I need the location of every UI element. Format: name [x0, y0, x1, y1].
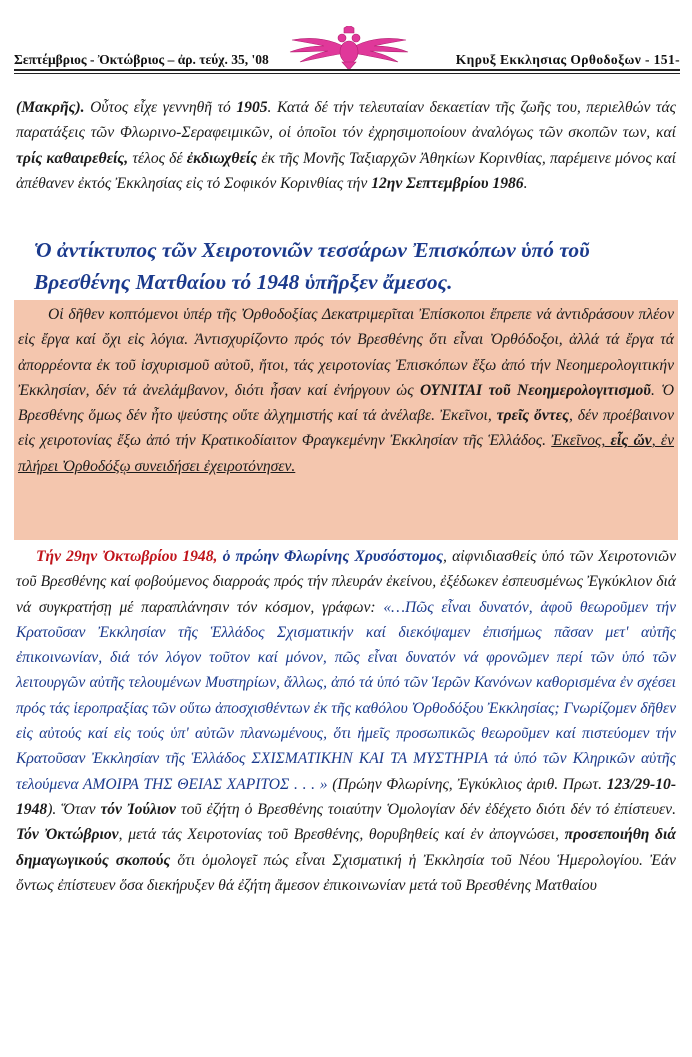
date-bold: 12ην Σεπτεμβρίου 1986 — [371, 174, 524, 192]
text: , αἰφνιδιασθείς ὑπό τῶν Χειροτονιῶν τοῦ Βρεσθένης καί φοβούμενος διαρροάς πρός τήν πλευράν ἐκείνου, ἐξέδωκεν ἐσπευσμένως Ἐγκύκλιον διά νά συγκρατήσῃ μέ παραπλάνησιν τόν κόσμον, γράφων: — [16, 548, 676, 616]
page-header — [14, 40, 680, 70]
text: , μετά τάς Χειροτονίας τοῦ Βρεσθένης, θορυβηθείς καί ἐν ἀπογνώσει, — [118, 826, 565, 844]
text-bold: (Μακρῆς). — [16, 99, 85, 116]
section-heading: Ὁ ἀντίκτυπος τῶν Χειροτονιῶν τεσσάρων Ἐπισκόπων ὑπό τοῦ Βρεσθένης Ματθαίου τό 1948 ὑπῆρξεν ἄμεσος. — [34, 238, 590, 294]
text: (Πρώην Φλωρίνης, Ἐγκύκλιος ἀριθ. Πρωτ. — [327, 775, 607, 793]
text-underlined: , ἐν πλήρει Ὀρθοδόξῳ συνειδήσει ἐχειροτόνησεν. — [18, 432, 674, 475]
text-bold-underlined: εἷς ὤν — [610, 432, 652, 450]
text-bold: τρεῖς ὄντες — [496, 407, 570, 425]
quote-blue: «…Πῶς εἶναι δυνατόν, ἀφοῦ θεωροῦμεν τήν Κρατοῦσαν Ἐκκλησίαν τῆς Ἑλλάδος Σχισματικήν καί διεκόψαμεν ἐπισήμως πᾶσαν μετ' αὐτῆς ἐπικοινωνίαν, διά τόν λόγον τοῦτον καί μόνον, πῶς εἶναι δυνατόν νά φρονῶμεν περί τῶν ὑπό τῶν λειτουργῶν αὐτῆς τελουμένων Μυστηρίων, ἄλλως, ἀπό τά ὑπό τῶν Ἱερῶν Κανόνων καθορισμένα ἐν σχέσει πρός τάς ἱεροπραξίας τῶν οὕτω ἀποσχισθέντων ἐκ τῆς καθόλου Ὀρθοδόξου Ἐκκλησίας; Γνωρίζομεν δῆθεν εἰς αὐτούς καί εἰς τούς ὑπ' αὐτῶν πλανωμένους, ὅτι ἡμεῖς προσωπικῶς θεωροῦμεν καί πιστεύομεν τήν Κρατοῦσαν Ἐκκλησίαν τῆς Ἑλλάδος ΣΧΙΣΜΑΤΙΚΗΝ ΚΑΙ ΤΑ ΜΥΣΤΗΡΙΑ τά ὑπό τῶν Κληρικῶν αὐτῆς τελούμενα ΑΜΟΙΡΑ ΤΗΣ ΘΕΙΑΣ ΧΑΡΙΤΟΣ . . . » — [16, 598, 677, 793]
text-bold: τόν Ἰούλιον — [100, 800, 176, 818]
text: , δέν προέβαινον εἰς χειροτονίας ἔξω ἀπό τήν Κρατικοδίαιτον Φραγκεμένην Ἐκκλησίαν τῆς Ἑλλάδος. — [18, 407, 674, 450]
paragraph-2 — [18, 302, 674, 479]
text: τοῦ ἐζήτη ὁ Βρεσθένης τοιαύτην Ὁμολογίαν δέν ἐδέχετο διότι δέν τό ἐπίστευεν. — [175, 800, 676, 818]
text: ). Ὅταν — [47, 800, 101, 818]
paragraph-1 — [16, 95, 676, 196]
text: Οἱ δῆθεν κοπτόμενοι ὑπέρ τῆς Ὀρθοδοξίας Δεκατριμερῖται Ἐπίσκοποι ἔπρεπε νά ἀντιδράσουν πλέον εἰς ἔργα καί ὄχι εἰς λόγια. Ἀντισχυρίζοντο πρός τόν Βρεσθένης ὅτι εἶναι Ὀρθόδοξοι, ἀλλά τά ἔργα τά ἀπορρέοντα ἐκ τοῦ ἰσχυρισμοῦ αὐτοῦ, ἤτοι, τάς χειροτονίας Ἐπισκόπων ἔξω ἀπό τήν Νεοημερολογιτικήν Ἐκκλησίαν, δέν τά ἀνελάμβανον, διότι ἦσαν καί ἐνήργουν ὡς — [18, 306, 674, 399]
text: Οὗτος εἶχε γεννηθῆ τό — [84, 99, 237, 116]
text: . Κατά δέ τήν τελευταίαν δεκαετίαν τῆς ζωῆς του, περιελθών τάς παρατάξεις τῶν Φλωρινο-Σεραφειμικῶν, οἱ ὁποῖοι τόν ἐχρησιμοποίουν ἀναλόγως τῶν σκοπῶν των, καί — [16, 99, 676, 142]
text: . Ὁ Βρεσθένης ὅμως δέν ἦτο ψεύστης οὔτε ἀλχημιστής καί τά ἀνέλαβε. Ἐκεῖνοι, — [18, 381, 674, 425]
text: . — [523, 174, 528, 192]
text-underlined: Ἐκεῖνος, — [551, 432, 611, 450]
text-bold: 123/29-10-1948 — [16, 775, 677, 818]
header-rule-thin — [14, 73, 680, 74]
text-bold: ἐκδιωχθείς — [186, 149, 258, 167]
text: ἐκ τῆς Μονῆς Ταξιαρχῶν Ἀθηκίων Κορινθίας, παρέμεινε μόνος καί ἀπέθανεν ἐκτός Ἐκκλησίας εἰς τό Σοφικόν Κορινθίας τήν — [16, 149, 676, 192]
date-red: Τήν 29ην Ὀκτωβρίου 1948, — [36, 548, 218, 565]
double-headed-eagle-icon — [284, 26, 414, 70]
text: τέλος δέ — [128, 149, 187, 167]
header-rule — [14, 69, 680, 71]
paragraph-3 — [16, 544, 676, 898]
text-bold: ΟΥΝΙΤΑΙ τοῦ Νεοημερολογιτισμοῦ — [420, 381, 651, 399]
text-bold: τρίς καθαιρεθείς, — [16, 149, 129, 167]
name-blue: ὁ πρώην Φλωρίνης Χρυσόστομος — [222, 548, 444, 565]
journal-title: Κηρυξ Εκκλησιας Ορθοδοξων - 151- — [455, 52, 680, 67]
text: ὅτι ὁμολογεῖ πώς εἶναι Σχισματική ἡ Ἐκκλησία τοῦ Νέου Ἡμερολογίου. Ἐάν ὄντως ἐπίστευεν ὅσα διεκήρυξεν θά ἐζήτη ἄμεσον ἐπικοινωνίαν μετά τοῦ Βρεσθένης Ματθαίου — [16, 851, 676, 894]
text-bold: 1905 — [236, 99, 268, 116]
text-bold: Τόν Ὀκτώβριον — [16, 826, 119, 844]
text-bold: προσεποιήθη διά δημαγωγικούς σκοπούς — [16, 826, 676, 869]
issue-info: Σεπτέμβριος - Ὀκτώβριος – ἀρ. τεύχ. 35, '08 — [14, 52, 269, 67]
